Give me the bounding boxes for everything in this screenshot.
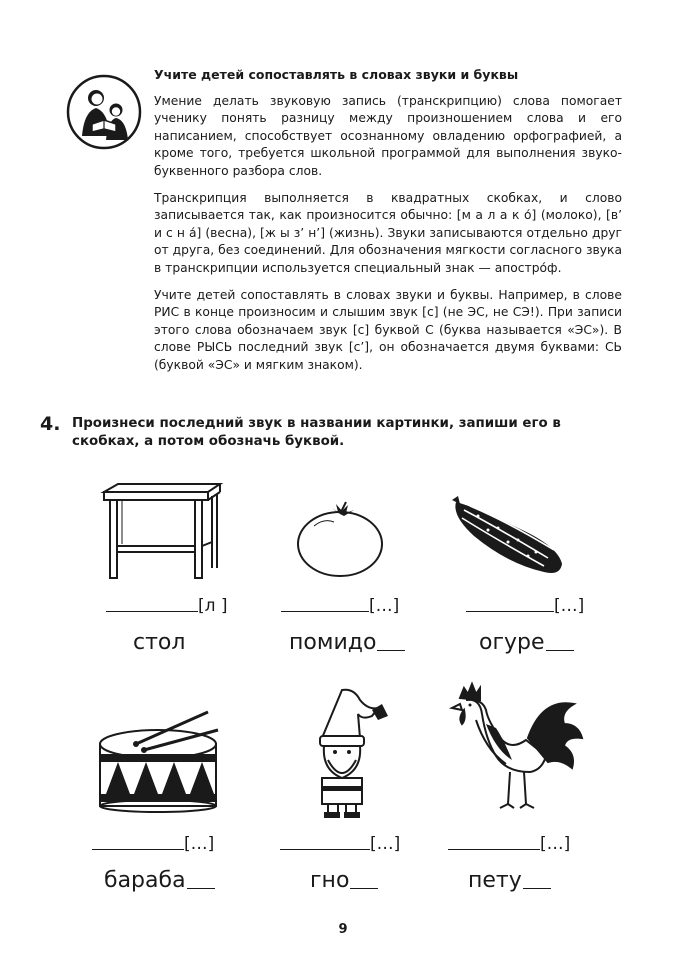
cucumber-icon xyxy=(448,494,570,580)
sound-brackets: […] xyxy=(369,596,400,616)
tip-paragraph: Учите детей сопоставлять в словах звуки и буквы. Например, в слове РИС в конце произносим и слышим звук [с] (не ЭС, не СЭ!). При записи этого слова обозначаем звук [с] буквой С (буква называется «ЭС»). В слове РЫСЬ последний звук [с’], он обозначается двумя буквами: СЬ (буквой «ЭС» и мягким знаком). xyxy=(154,287,622,372)
answer-field[interactable] xyxy=(106,596,228,616)
word-label: стол xyxy=(133,630,186,655)
sound-brackets: [л ] xyxy=(198,596,228,616)
answer-field[interactable] xyxy=(92,834,214,854)
sound-brackets: […] xyxy=(370,834,401,854)
tip-text xyxy=(154,66,622,384)
letter-blank[interactable] xyxy=(350,888,378,889)
letter-blank[interactable] xyxy=(377,650,405,651)
tip-paragraph: Умение делать звуковую запись (транскрипцию) слова помогает ученику понять разницу между произношением слова и его написанием, способствует осознанному овладению орфографией, а кроме того, требуется школьной программой для выполнения звуко-буквенного разбора слов. xyxy=(154,93,622,178)
word-label: гно xyxy=(310,868,378,893)
parent-and-child-reading-icon xyxy=(66,74,142,150)
task-number: 4. xyxy=(40,413,61,435)
page-number: 9 xyxy=(338,922,348,937)
answer-field[interactable] xyxy=(466,596,584,616)
word-label: помидо xyxy=(289,630,405,655)
answer-field[interactable] xyxy=(448,834,570,854)
letter-blank[interactable] xyxy=(187,888,215,889)
sound-brackets: […] xyxy=(554,596,585,616)
word-label: огуре xyxy=(479,630,574,655)
answer-field[interactable] xyxy=(280,834,400,854)
table-icon xyxy=(100,482,224,580)
task-instruction: Произнеси последний звук в названии картинки, запиши его в скобках, а потом обозначь буквой. xyxy=(72,416,561,449)
sound-brackets: […] xyxy=(184,834,215,854)
letter-blank[interactable] xyxy=(523,888,551,889)
word-label: бараба xyxy=(104,868,215,893)
drum-icon xyxy=(96,710,220,814)
tip-paragraph: Транскрипция выполняется в квадратных скобках, и слово записывается так, как произносится обычно: [м а л а к о́] (молоко), [в’ и с н а́] (весна), [ж ы з’ н’] (жизнь). Звуки записываются отдельно друг от друга, без соединений. Для обозначения мягкости согласного звука в транскрипции используется специальный знак — апостро́ф. xyxy=(154,190,622,275)
sound-brackets: […] xyxy=(540,834,571,854)
tip-title: Учите детей сопоставлять в словах звуки и буквы xyxy=(154,67,519,82)
rooster-icon xyxy=(446,680,586,820)
answer-field[interactable] xyxy=(281,596,399,616)
tomato-icon xyxy=(294,498,386,580)
word-label: пету xyxy=(468,868,551,893)
letter-blank[interactable] xyxy=(546,650,574,651)
gnome-icon xyxy=(298,686,398,822)
